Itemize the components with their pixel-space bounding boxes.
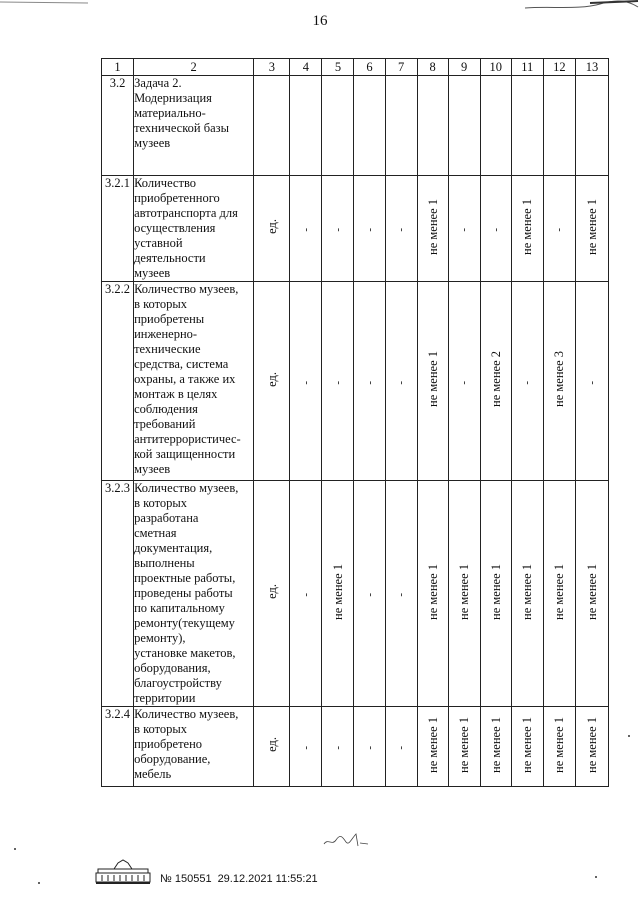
value-cell — [290, 282, 322, 481]
value-cell — [417, 176, 448, 282]
cell-value: - — [395, 746, 408, 750]
row-number: 3.2.3 — [102, 481, 134, 707]
registry-stamp-icon — [92, 859, 154, 885]
value-cell — [511, 707, 543, 787]
value-cell — [354, 481, 385, 707]
unit-value: ед. — [264, 219, 279, 234]
description-line: Количество музеев, — [134, 282, 239, 296]
column-header: 9 — [448, 59, 480, 76]
description-line: кой защищенности — [134, 447, 236, 461]
column-header: 5 — [322, 59, 354, 76]
description-line: музеев — [134, 136, 171, 150]
cell-value: не менее 1 — [330, 563, 345, 620]
value-cell — [543, 176, 575, 282]
row-description — [134, 707, 254, 787]
value-cell — [417, 707, 448, 787]
scan-speck — [38, 882, 40, 884]
value-cell — [417, 76, 448, 176]
description-line: разработана — [134, 511, 199, 525]
column-header: 3 — [254, 59, 290, 76]
cell-value: - — [299, 228, 312, 232]
description-line: Задача 2. — [134, 76, 182, 90]
row-description — [134, 76, 254, 176]
footer — [92, 859, 318, 885]
scan-speck — [595, 876, 597, 878]
value-cell — [354, 707, 385, 787]
cell-value: - — [458, 228, 471, 232]
cell-value: не менее 1 — [425, 716, 440, 773]
description-line: в которых — [134, 297, 188, 311]
description-line: сметная — [134, 526, 177, 540]
unit-cell — [254, 481, 290, 707]
description-line: проектные работы, — [134, 571, 236, 585]
cell-value: - — [521, 380, 534, 385]
description-line: документация, — [134, 541, 213, 555]
cell-value: - — [363, 380, 376, 385]
cell-value: не менее 2 — [488, 351, 503, 407]
header-row — [102, 59, 609, 76]
column-header: 7 — [385, 59, 417, 76]
description-line: средства, система — [134, 357, 229, 371]
description-line: проведены работы — [134, 586, 233, 600]
value-cell — [354, 76, 385, 176]
cell-value: - — [331, 380, 344, 385]
description-line: антитеррористичес- — [134, 432, 241, 446]
value-cell — [385, 282, 417, 481]
cell-value: - — [585, 380, 598, 385]
value-cell — [543, 76, 575, 176]
value-cell — [480, 176, 511, 282]
cell-value: - — [553, 228, 566, 232]
document-number: № 150551 — [160, 873, 212, 885]
description-line: Модернизация — [134, 91, 212, 105]
description-line: приобретенного — [134, 191, 220, 205]
table-body — [102, 76, 609, 787]
value-cell — [290, 76, 322, 176]
cell-value: не менее 3 — [552, 351, 567, 407]
value-cell — [417, 282, 448, 481]
value-cell — [290, 481, 322, 707]
cell-value: не менее 1 — [457, 716, 472, 773]
description-line: соблюдения — [134, 402, 198, 416]
cell-value: - — [458, 380, 471, 385]
value-cell — [575, 707, 608, 787]
description-line: оборудования, — [134, 661, 211, 675]
description-line: охраны, а также их — [134, 372, 236, 386]
row-number: 3.2.1 — [102, 176, 134, 282]
cell-value: - — [299, 380, 312, 385]
page-number: 16 — [312, 13, 328, 29]
table-row — [102, 176, 609, 282]
value-cell — [385, 481, 417, 707]
row-number: 3.2.4 — [102, 707, 134, 787]
cell-value: не менее 1 — [552, 716, 567, 773]
signature — [322, 828, 372, 850]
description-line: требований — [134, 417, 196, 431]
value-cell — [322, 76, 354, 176]
value-cell — [511, 176, 543, 282]
description-line: технической базы — [134, 121, 229, 135]
value-cell — [385, 176, 417, 282]
description-line: ремонту), — [134, 631, 186, 645]
document-datetime: 29.12.2021 11:55:21 — [217, 873, 318, 885]
cell-value: не менее 1 — [552, 563, 567, 620]
description-line: автотранспорта для — [134, 206, 238, 220]
column-header: 11 — [511, 59, 543, 76]
value-cell — [543, 282, 575, 481]
value-cell — [480, 481, 511, 707]
description-line: уставной — [134, 236, 183, 250]
value-cell — [480, 707, 511, 787]
top-left-scan-mark — [0, 0, 90, 8]
description-line: по капитальному — [134, 601, 225, 615]
top-scan-mark — [520, 0, 640, 14]
cell-value: - — [331, 228, 344, 232]
row-description — [134, 282, 254, 481]
table-row — [102, 707, 609, 787]
cell-value: - — [363, 593, 376, 597]
cell-value: - — [299, 746, 312, 750]
value-cell — [448, 707, 480, 787]
description-line: инженерно- — [134, 327, 198, 341]
value-cell — [322, 176, 354, 282]
cell-value: не менее 1 — [584, 563, 599, 620]
description-line: музеев — [134, 266, 171, 280]
description-line: Количество музеев, — [134, 481, 239, 495]
value-cell — [322, 481, 354, 707]
value-cell — [385, 707, 417, 787]
description-line: материально- — [134, 106, 206, 120]
table-row — [102, 481, 609, 707]
value-cell — [385, 76, 417, 176]
row-number: 3.2.2 — [102, 282, 134, 481]
description-line: мебель — [134, 767, 172, 781]
column-header: 8 — [417, 59, 448, 76]
value-cell — [448, 481, 480, 707]
value-cell — [511, 282, 543, 481]
cell-value: - — [395, 593, 408, 597]
description-line: установке макетов, — [134, 646, 236, 660]
value-cell — [511, 76, 543, 176]
value-cell — [575, 481, 608, 707]
description-line: монтаж в целях — [134, 387, 218, 401]
unit-cell — [254, 707, 290, 787]
value-cell — [448, 76, 480, 176]
row-description — [134, 176, 254, 282]
column-header: 12 — [543, 59, 575, 76]
column-header: 4 — [290, 59, 322, 76]
cell-value: не менее 1 — [520, 563, 535, 620]
description-line: ремонту(текущему — [134, 616, 235, 630]
description-line: технические — [134, 342, 201, 356]
value-cell — [354, 176, 385, 282]
value-cell — [417, 481, 448, 707]
cell-value: не менее 1 — [488, 563, 503, 620]
column-header: 1 — [102, 59, 134, 76]
cell-value: не менее 1 — [457, 563, 472, 620]
cell-value: не менее 1 — [584, 198, 599, 255]
unit-value: ед. — [264, 371, 279, 387]
column-header: 13 — [575, 59, 608, 76]
unit-value: ед. — [264, 584, 279, 599]
value-cell — [448, 282, 480, 481]
value-cell — [543, 707, 575, 787]
value-cell — [290, 176, 322, 282]
cell-value: - — [395, 228, 408, 232]
value-cell — [322, 282, 354, 481]
unit-cell — [254, 282, 290, 481]
cell-value: не менее 1 — [488, 716, 503, 773]
value-cell — [480, 282, 511, 481]
value-cell — [354, 282, 385, 481]
cell-value: - — [395, 380, 408, 385]
value-cell — [511, 481, 543, 707]
program-table — [101, 58, 609, 787]
cell-value: - — [489, 228, 502, 232]
description-line: Количество музеев, — [134, 707, 239, 721]
description-line: в которых — [134, 496, 188, 510]
value-cell — [448, 176, 480, 282]
cell-value: не менее 1 — [520, 716, 535, 773]
column-header: 10 — [480, 59, 511, 76]
cell-value: - — [363, 746, 376, 750]
description-line: деятельности — [134, 251, 206, 265]
unit-cell — [254, 76, 290, 176]
cell-value: не менее 1 — [520, 198, 535, 255]
description-line: музеев — [134, 462, 171, 476]
description-line: выполнены — [134, 556, 195, 570]
value-cell — [575, 282, 608, 481]
cell-value: не менее 1 — [425, 351, 440, 407]
description-line: приобретено — [134, 737, 203, 751]
cell-value: - — [331, 746, 344, 750]
description-line: в которых — [134, 722, 188, 736]
unit-value: ед. — [264, 737, 279, 752]
unit-cell — [254, 176, 290, 282]
value-cell — [322, 707, 354, 787]
column-header: 6 — [354, 59, 385, 76]
table-row — [102, 282, 609, 481]
description-line: территории — [134, 691, 196, 705]
table-row — [102, 76, 609, 176]
cell-value: не менее 1 — [425, 198, 440, 255]
cell-value: - — [299, 593, 312, 597]
description-line: оборудование, — [134, 752, 211, 766]
description-line: осуществления — [134, 221, 216, 235]
value-cell — [575, 76, 608, 176]
column-header: 2 — [134, 59, 254, 76]
row-description — [134, 481, 254, 707]
cell-value: не менее 1 — [584, 716, 599, 773]
value-cell — [290, 707, 322, 787]
description-line: Количество — [134, 176, 197, 190]
scan-speck — [628, 735, 630, 737]
description-line: благоустройству — [134, 676, 222, 690]
value-cell — [480, 76, 511, 176]
value-cell — [575, 176, 608, 282]
value-cell — [543, 481, 575, 707]
row-number: 3.2 — [102, 76, 134, 176]
cell-value: - — [363, 228, 376, 232]
cell-value: не менее 1 — [425, 563, 440, 620]
scan-speck — [14, 848, 16, 850]
description-line: приобретены — [134, 312, 205, 326]
